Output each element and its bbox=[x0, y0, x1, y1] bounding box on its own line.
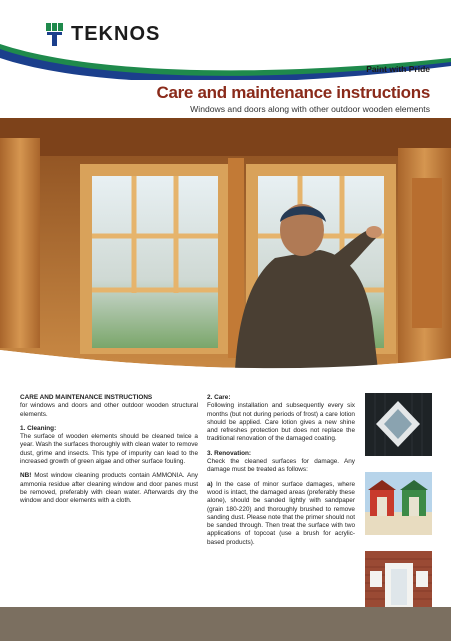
hero-photo-man-cleaning-window bbox=[0, 118, 451, 370]
cleaning-heading: 1. Cleaning: bbox=[20, 424, 57, 432]
nb-label: NB! bbox=[20, 472, 32, 480]
thumbnail-beach-huts bbox=[365, 472, 432, 535]
thumbnail-diamond-window bbox=[365, 393, 432, 456]
care-text: Following installation and subsequently every six months (but not during periods of frost) a care lotion should be applied. Care lotion gives a new shine and refreshes protection but does not replace the traditional renovation of the damaged coating. bbox=[207, 402, 355, 443]
item-a-label: a) bbox=[207, 480, 213, 488]
renovation-text: Check the cleaned surfaces for damage. Any damage must be treated as follows: bbox=[207, 458, 355, 474]
column-middle bbox=[207, 394, 355, 553]
intro-heading: CARE AND MAINTENANCE INSTRUCTIONS bbox=[20, 394, 153, 401]
footer-bar bbox=[0, 607, 451, 641]
intro-text: for windows and doors and other outdoor wooden structural elements. bbox=[20, 402, 198, 418]
tagline: Paint with Pride bbox=[366, 64, 430, 74]
column-left bbox=[20, 394, 198, 512]
teknos-logo bbox=[44, 21, 160, 47]
page-subtitle: Windows and doors along with other outdoor wooden elements bbox=[190, 104, 430, 114]
care-heading: 2. Care: bbox=[207, 394, 231, 401]
page-title: Care and maintenance instructions bbox=[156, 83, 430, 102]
brand-name: TEKNOS bbox=[71, 22, 161, 45]
item-a-text: In the case of minor surface damages, where wood is intact, the damaged areas (preferably these alone), should be sanded lightly with sandpaper (grain 180-220) and thoroughly brushed to remove sanding dust. Please note that the primer should not be sanded through. Then treat the surface with two applications of topcoat (use a brush for acrylic-based products). bbox=[207, 480, 355, 546]
thumbnail-brick-house-door bbox=[365, 551, 432, 614]
cleaning-text: The surface of wooden elements should be cleaned twice a year. Wash the surfaces thoroughly with clean water to remove dust, grime and insects. This type of impurity can lead to the increased growth of green algae and other surface fouling. bbox=[20, 433, 198, 466]
paintbrush-logo-icon bbox=[44, 21, 66, 47]
renovation-heading: 3. Renovation: bbox=[207, 449, 252, 457]
thumbnail-column bbox=[365, 393, 432, 630]
nb-text: Most window cleaning products contain AMMONIA. Any ammonia residue after cleaning window and door panes must be removed, preferably with clean water. Afterwards dry the window and door elements with a cloth. bbox=[20, 472, 198, 505]
